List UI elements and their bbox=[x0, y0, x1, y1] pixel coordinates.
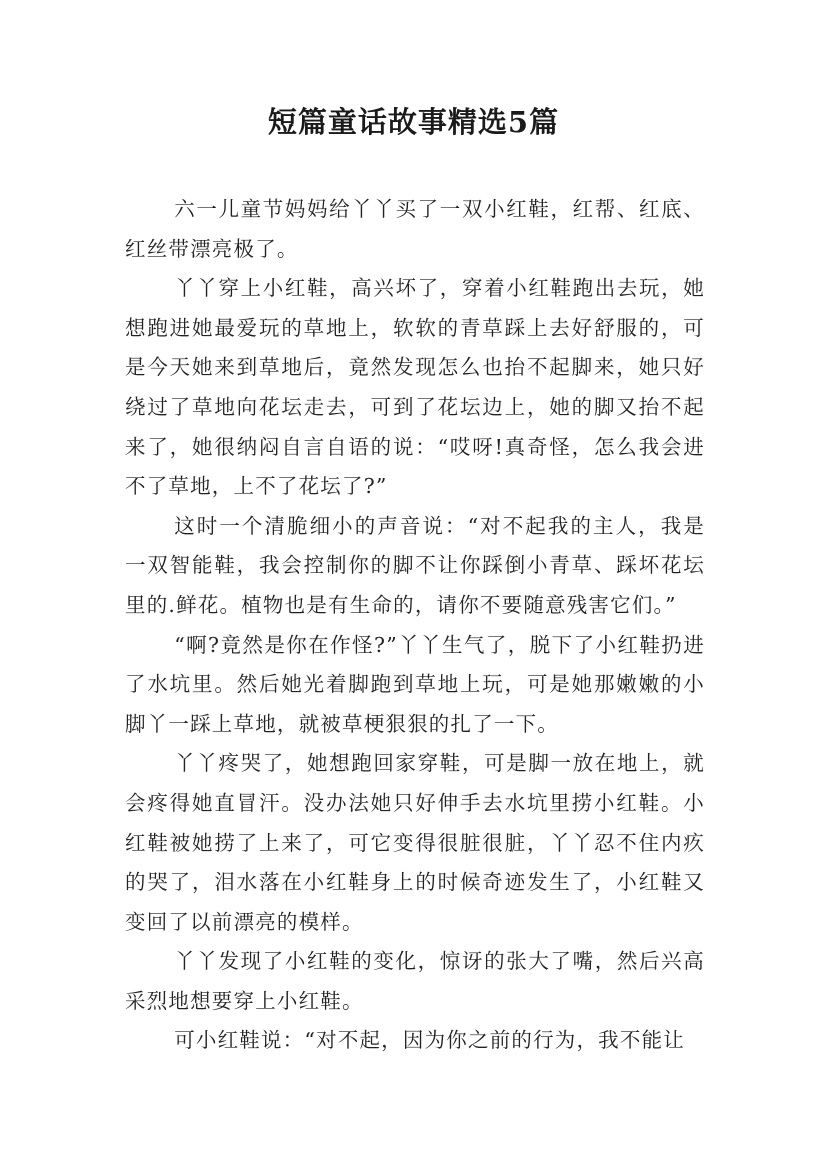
paragraph-2: 丫丫穿上小红鞋，高兴坏了，穿着小红鞋跑出去玩，她想跑进她最爱玩的草地上，软软的青草踩上去好舒服的，可是今天她来到草地后，竟然发现怎么也抬不起脚来，她只好绕过了草地向花坛走去，可到了花坛边上，她的脚又抬不起来了，她很纳闷自言自语的说：“哎呀!真奇怪，怎么我会进不了草地，上不了花坛了?” bbox=[125, 276, 705, 499]
document-title: 短篇童话故事精选5篇 bbox=[267, 105, 560, 139]
paragraph-6: 丫丫发现了小红鞋的变化，惊讶的张大了嘴，然后兴高采烈地想要穿上小红鞋。 bbox=[125, 949, 705, 1013]
paragraph-5: 丫丫疼哭了，她想跑回家穿鞋，可是脚一放在地上，就会疼得她直冒汗。没办法她只好伸手去水坑里捞小红鞋。小红鞋被她捞了上来了，可它变得很脏很脏，丫丫忍不住内疚的哭了，泪水落在小红鞋身上的时候奇迹发生了，小红鞋又变回了以前漂亮的模样。 bbox=[125, 751, 705, 934]
paragraph-4: “啊?竟然是你在作怪?”丫丫生气了，脱下了小红鞋扔进了水坑里。然后她光着脚跑到草地上玩，可是她那嫩嫩的小脚丫一踩上草地，就被草梗狠狠的扎了一下。 bbox=[125, 632, 705, 736]
paragraph-3: 这时一个清脆细小的声音说：“对不起我的主人，我是一双智能鞋，我会控制你的脚不让你踩倒小青草、踩坏花坛里的.鲜花。植物也是有生命的，请你不要随意残害它们。” bbox=[125, 513, 705, 617]
paragraph-1: 六一儿童节妈妈给丫丫买了一双小红鞋，红帮、红底、红丝带漂亮极了。 bbox=[125, 197, 705, 261]
paragraph-7: 可小红鞋说：“对不起，因为你之前的行为，我不能让 bbox=[174, 1028, 685, 1053]
document-body bbox=[125, 190, 705, 1061]
